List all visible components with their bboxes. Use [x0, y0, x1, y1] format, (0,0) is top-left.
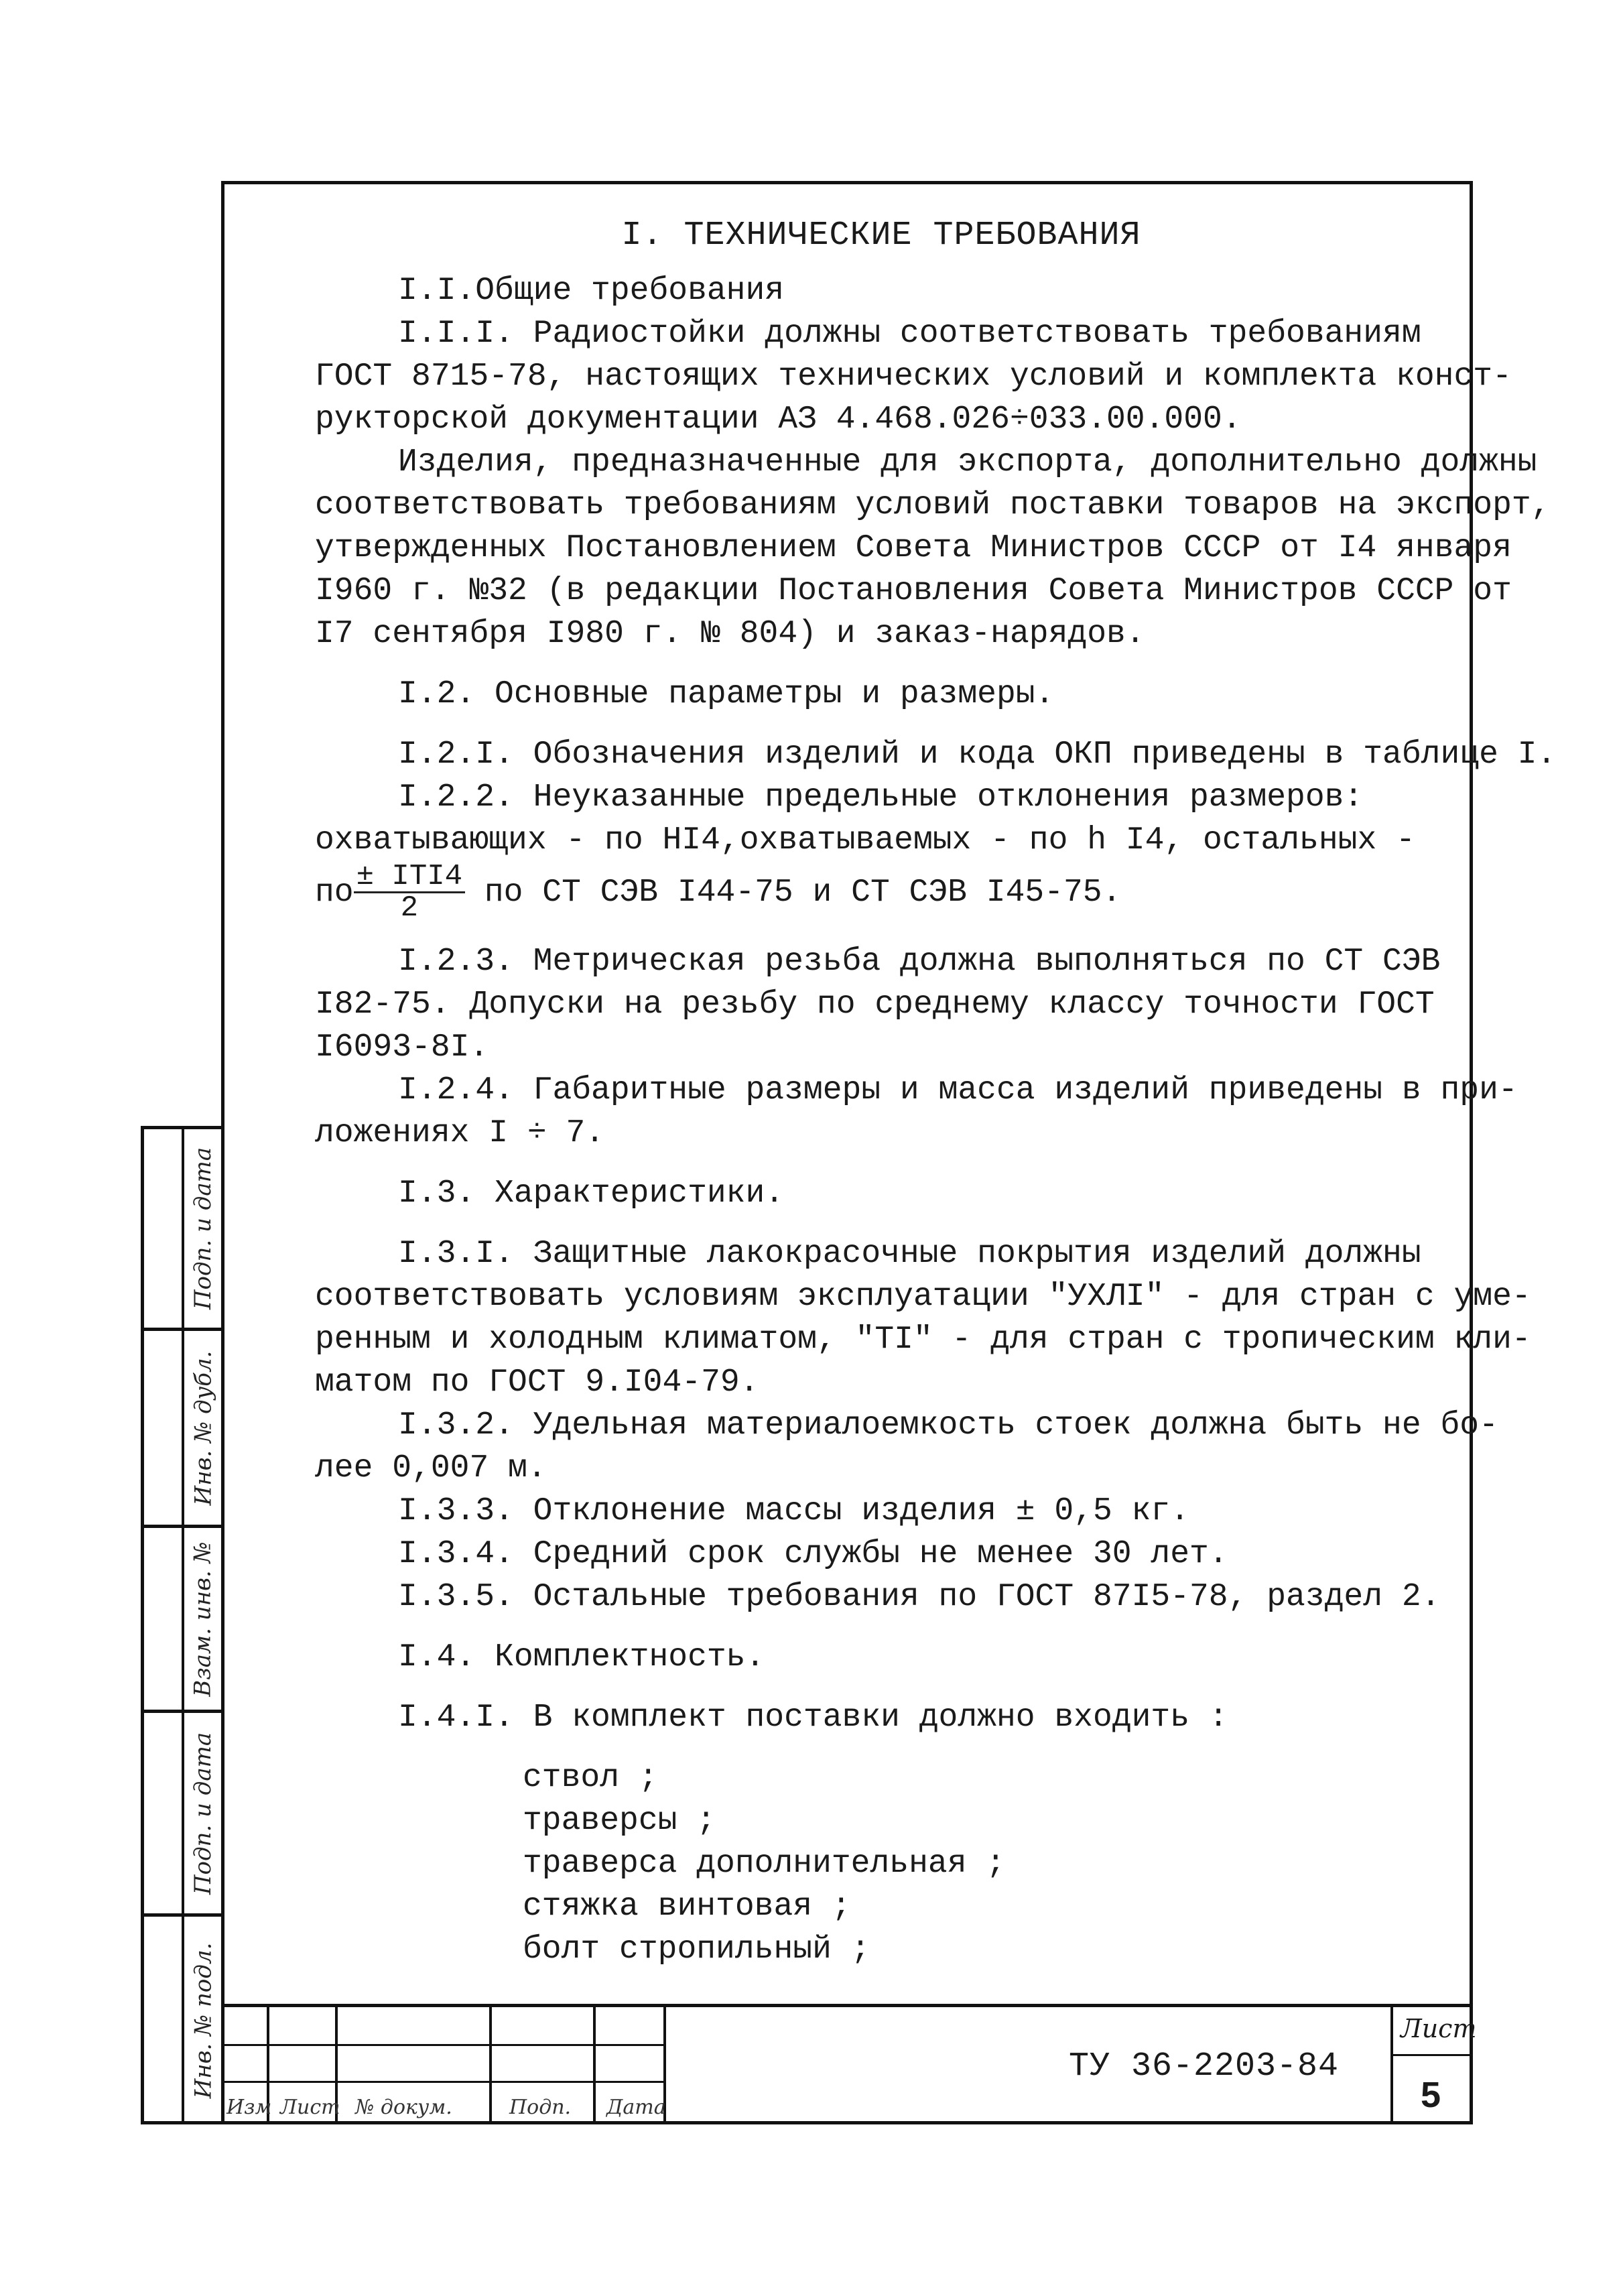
paragraph-line: I.2.3. Метрическая резьба должна выполняться по СТ СЭВ: [398, 944, 1441, 980]
paragraph-line: утвержденных Постановлением Совета Министров СССР от I4 января: [315, 530, 1512, 566]
paragraph-gap: [315, 923, 1447, 940]
margin-label-vzam-inv: Взам. инв. №: [190, 1541, 217, 1697]
paragraph-gap: [315, 1739, 1447, 1757]
fraction-numerator: ± IТI4: [354, 862, 465, 893]
stamp-row: [221, 2044, 663, 2046]
paragraph-line: I.2. Основные параметры и размеры.: [398, 676, 1055, 712]
stamp-row: [1390, 2054, 1473, 2056]
paragraph-line: стяжка винтовая ;: [523, 1889, 851, 1925]
paragraph-line: ложениях I ÷ 7.: [315, 1115, 605, 1151]
document-body: [315, 214, 1557, 1971]
stamp-label-list: Лист: [280, 2096, 340, 2119]
tolerance-fraction: [354, 862, 465, 923]
paragraph-line: [315, 862, 1447, 923]
paragraph-line: I.2.I. Обозначения изделий и кода ОКП приведены в таблице I.: [398, 737, 1557, 773]
paragraph-line: рукторской документации АЗ 4.468.026÷033.00.000.: [315, 401, 1242, 438]
sheet-label: Лист: [1401, 2014, 1477, 2043]
paragraph-line: I.I.I. Радиостойки должны соответствовать требованиям: [398, 316, 1421, 352]
paragraph-line: I960 г. №32 (в редакции Постановления Совета Министров СССР от: [315, 573, 1512, 609]
stamp-row: [221, 2081, 663, 2083]
line-text: по: [315, 875, 354, 911]
margin-label-podp-data-1: Подп. и дата: [190, 1732, 216, 1895]
stamp-label-docnum: № докум.: [355, 2096, 452, 2119]
margin-label-inv-dubl: Инв. № дубл.: [190, 1350, 217, 1505]
section-title: I. ТЕХНИЧЕСКИЕ ТРЕБОВАНИЯ: [621, 216, 1141, 255]
paragraph-line: соответствовать требованиям условий поставки товаров на экспорт,: [315, 487, 1551, 523]
paragraph-line: I.4.I. В комплект поставки должно входить :: [398, 1700, 1228, 1736]
strip-divider: [182, 1129, 184, 2121]
paragraph-gap: [315, 655, 1447, 673]
paragraph-line: болт стропильный ;: [523, 1931, 870, 1968]
stamp-label-izm: Изм: [226, 2096, 272, 2119]
line-text: по СТ СЭВ I44-75 и СТ СЭВ I45-75.: [465, 875, 1122, 911]
margin-label-podp-data-2: Подп. и дата: [190, 1147, 216, 1310]
margin-stamp-strip: [141, 1126, 221, 2124]
paragraph-line: I6093-8I.: [315, 1029, 489, 1066]
paragraph-line: Изделия, предназначенные для экспорта, дополнительно должны: [398, 444, 1537, 481]
paragraph-line: I.3.3. Отклонение массы изделия ± 0,5 кг.: [398, 1493, 1189, 1529]
fraction-denominator: 2: [400, 891, 419, 925]
title-block: [221, 2004, 1477, 2124]
paragraph-line: I.2.2. Неуказанные предельные отклонения размеров:: [398, 779, 1364, 816]
paragraph-line: I.3.5. Остальные требования по ГОСТ 87I5-78, раздел 2.: [398, 1579, 1441, 1615]
paragraph-line: траверсы ;: [523, 1803, 716, 1839]
paragraph-line: I.3. Характеристики.: [398, 1175, 785, 1212]
stamp-label-data: Дата: [606, 2096, 666, 2119]
paragraph-gap: [315, 1618, 1447, 1636]
paragraph-line: I.3.2. Удельная материалоемкость стоек должна быть не бо-: [398, 1407, 1498, 1444]
paragraph-gap: [315, 1215, 1447, 1232]
document-code: ТУ 36-2203-84: [1069, 2047, 1340, 2086]
paragraph-line: лее 0,007 м.: [315, 1450, 547, 1486]
paragraph-line: I.3.I. Защитные лакокрасочные покрытия изделий должны: [398, 1236, 1421, 1272]
paragraph-line: I82-75. Допуски на резьбу по среднему классу точности ГОСТ: [315, 986, 1435, 1023]
paragraph-gap: [315, 716, 1447, 733]
paragraph-line: охватывающих - по HI4,охватываемых - по h I4, остальных -: [315, 822, 1415, 858]
stamp-label-podp: Подп.: [509, 2096, 572, 2119]
paragraph-line: ствол ;: [523, 1760, 658, 1796]
sheet-number: 5: [1421, 2075, 1441, 2115]
paragraph-line: матом по ГОСТ 9.I04-79.: [315, 1364, 759, 1401]
paragraph-line: ренным и холодным климатом, "ТI" - для стран с тропическим кли-: [315, 1322, 1531, 1358]
paragraph-gap: [315, 1679, 1447, 1696]
paragraph-line: I7 сентября I980 г. № 804) и заказ-нарядов.: [315, 616, 1145, 652]
paragraph-line: соответствовать условиям эксплуатации "УХЛI" - для стран с уме-: [315, 1279, 1531, 1315]
paragraph-line: I.2.4. Габаритные размеры и масса изделий приведены в при-: [398, 1072, 1518, 1108]
paragraph-line: ГОСТ 8715-78, настоящих технических условий и комплекта конст-: [315, 359, 1512, 395]
paragraph-line: I.I.Общие требования: [398, 273, 785, 309]
paragraph-line: I.3.4. Средний срок службы не менее 30 лет.: [398, 1536, 1228, 1572]
stamp-col: [489, 2007, 492, 2124]
paragraph-list: [315, 269, 1557, 1971]
margin-label-inv-podl: Инв. № подл.: [190, 1942, 216, 2099]
stamp-col: [593, 2007, 596, 2124]
paragraph-gap: [315, 1155, 1447, 1172]
paragraph-line: I.4. Комплектность.: [398, 1639, 765, 1675]
stamp-col: [1390, 2007, 1393, 2124]
paragraph-line: траверса дополнительная ;: [523, 1846, 1006, 1882]
